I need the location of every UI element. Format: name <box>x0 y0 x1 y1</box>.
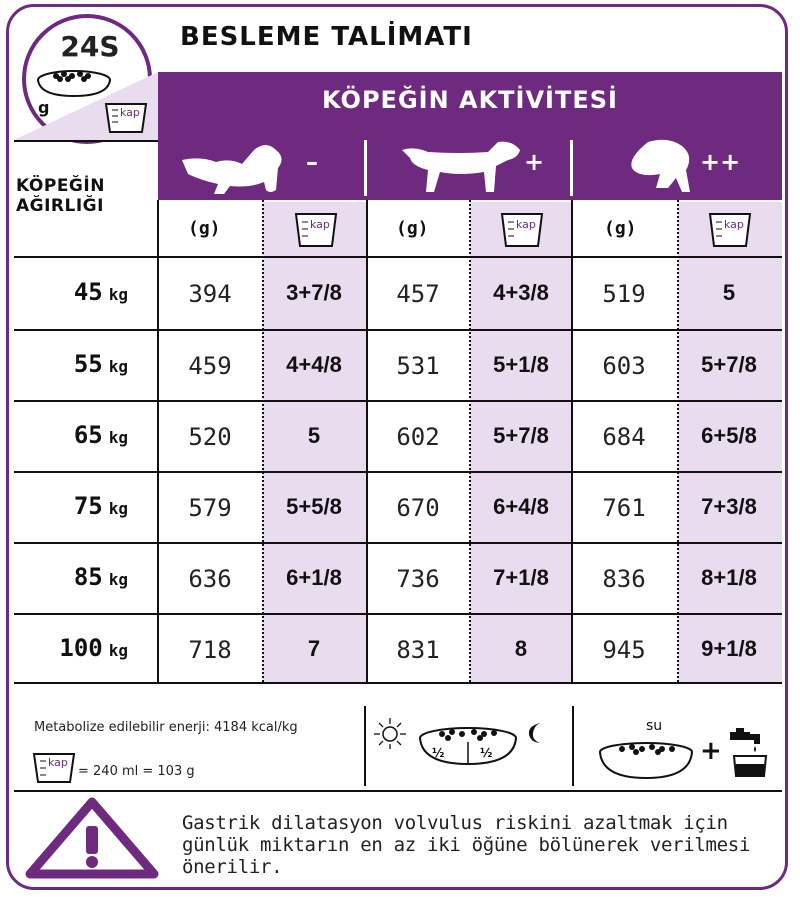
bowl-icon <box>596 740 700 784</box>
half-left: ½ <box>432 746 445 760</box>
unit-g-mid: (g) <box>396 218 429 239</box>
cups-cell: 8 <box>514 636 528 661</box>
split-bowl-icon <box>412 724 524 772</box>
half-right: ½ <box>480 746 493 760</box>
cups-cell: 5+1/8 <box>493 352 549 377</box>
cup-label: kap <box>724 218 744 231</box>
lying-dog-icon <box>180 138 292 196</box>
cup-icon <box>706 210 754 250</box>
activity-sign-mid: + <box>524 148 545 176</box>
grams-cell: 718 <box>188 636 232 664</box>
weight-cell: 65 kg <box>73 421 128 449</box>
cups-cell: 5+5/8 <box>286 494 342 519</box>
grams-cell: 684 <box>602 423 646 451</box>
grams-cell: 636 <box>188 565 232 593</box>
energy-note: Metabolize edilebilir enerji: 4184 kcal/kg <box>34 720 298 735</box>
cups-cell: 7 <box>307 636 321 661</box>
weight-header <box>16 176 156 216</box>
grams-cell: 836 <box>602 565 646 593</box>
cups-cell: 5+7/8 <box>493 423 549 448</box>
grams-cell: 670 <box>396 494 440 522</box>
grams-cell: 602 <box>396 423 440 451</box>
cups-cell: 8+1/8 <box>701 565 757 590</box>
grams-cell: 457 <box>396 280 440 308</box>
grams-cell: 761 <box>602 494 646 522</box>
activity-separator <box>570 140 573 196</box>
cup-icon <box>498 210 546 250</box>
unit-g-high: (g) <box>604 218 637 239</box>
footer-divider <box>364 706 366 786</box>
cup-label: kap <box>48 756 68 769</box>
sun-icon <box>370 716 410 750</box>
cups-cell: 9+1/8 <box>701 636 757 661</box>
grid-line <box>14 682 782 684</box>
weight-header-line1: KÖPEĞİN <box>16 176 105 196</box>
cups-cell: 5 <box>722 280 736 305</box>
corner-g-label: g <box>38 98 50 117</box>
cups-cell: 3+7/8 <box>286 280 342 305</box>
cups-cell: 6+4/8 <box>493 494 549 519</box>
grams-cell: 603 <box>602 352 646 380</box>
cups-cell: 6+5/8 <box>701 423 757 448</box>
grid-line <box>571 200 573 682</box>
grams-cell: 519 <box>602 280 646 308</box>
cups-cell: 5 <box>307 423 321 448</box>
activity-title: KÖPEĞİN AKTİVİTESİ <box>322 86 618 114</box>
cups-cell: 4+4/8 <box>286 352 342 377</box>
weight-cell: 75 kg <box>73 492 128 520</box>
grid-line <box>157 200 159 682</box>
grid-line <box>14 329 782 331</box>
grid-line <box>14 256 782 258</box>
corner-diagonal <box>14 140 158 142</box>
page-title: BESLEME TALİMATI <box>180 22 473 52</box>
cup-icon <box>292 210 340 250</box>
unit-g-low: (g) <box>188 218 221 239</box>
cup-label: kap <box>120 106 140 119</box>
badge-label: 24S <box>60 30 120 63</box>
weight-cell: 45 kg <box>73 278 128 306</box>
cups-cell: 7+3/8 <box>701 494 757 519</box>
grid-line <box>14 400 782 402</box>
grams-cell: 394 <box>188 280 232 308</box>
water-tap-icon <box>722 728 770 780</box>
weight-cell: 100 kg <box>59 634 128 662</box>
weight-cell: 55 kg <box>73 350 128 378</box>
footer-bottom-rule <box>14 790 782 792</box>
cup-icon <box>104 100 148 134</box>
cups-cell: 7+1/8 <box>493 565 549 590</box>
warning-icon <box>24 796 160 880</box>
plus-sign: + <box>700 736 722 766</box>
activity-sign-low: – <box>306 148 318 176</box>
grams-cell: 520 <box>188 423 232 451</box>
cup-equivalence: = 240 ml = 103 g <box>78 764 195 779</box>
weight-header-line2: AĞIRLIĞI <box>16 196 104 216</box>
cups-cell: 5+7/8 <box>701 352 757 377</box>
grams-cell: 945 <box>602 636 646 664</box>
warning-text: Gastrik dilatasyon volvulus riskini azaltmak için günlük miktarın en az iki öğüne bölünerek verilmesi önerilir. <box>182 812 751 878</box>
grid-line <box>14 542 782 544</box>
grid-line <box>14 471 782 473</box>
activity-sign-high: ++ <box>700 148 741 176</box>
grams-cell: 736 <box>396 565 440 593</box>
grid-line <box>14 613 782 615</box>
standing-dog-icon <box>400 140 524 196</box>
cups-cell: 6+1/8 <box>286 565 342 590</box>
weight-cell: 85 kg <box>73 563 128 591</box>
water-label: su <box>646 718 663 734</box>
grams-cell: 459 <box>188 352 232 380</box>
grams-cell: 831 <box>396 636 440 664</box>
footer-divider <box>572 706 574 786</box>
running-dog-icon <box>628 138 698 196</box>
cup-label: kap <box>516 218 536 231</box>
grams-cell: 531 <box>396 352 440 380</box>
cups-cell: 4+3/8 <box>493 280 549 305</box>
activity-separator <box>364 140 367 196</box>
grams-cell: 579 <box>188 494 232 522</box>
cup-icon <box>32 750 76 786</box>
cup-label: kap <box>310 218 330 231</box>
moon-icon <box>524 720 548 746</box>
